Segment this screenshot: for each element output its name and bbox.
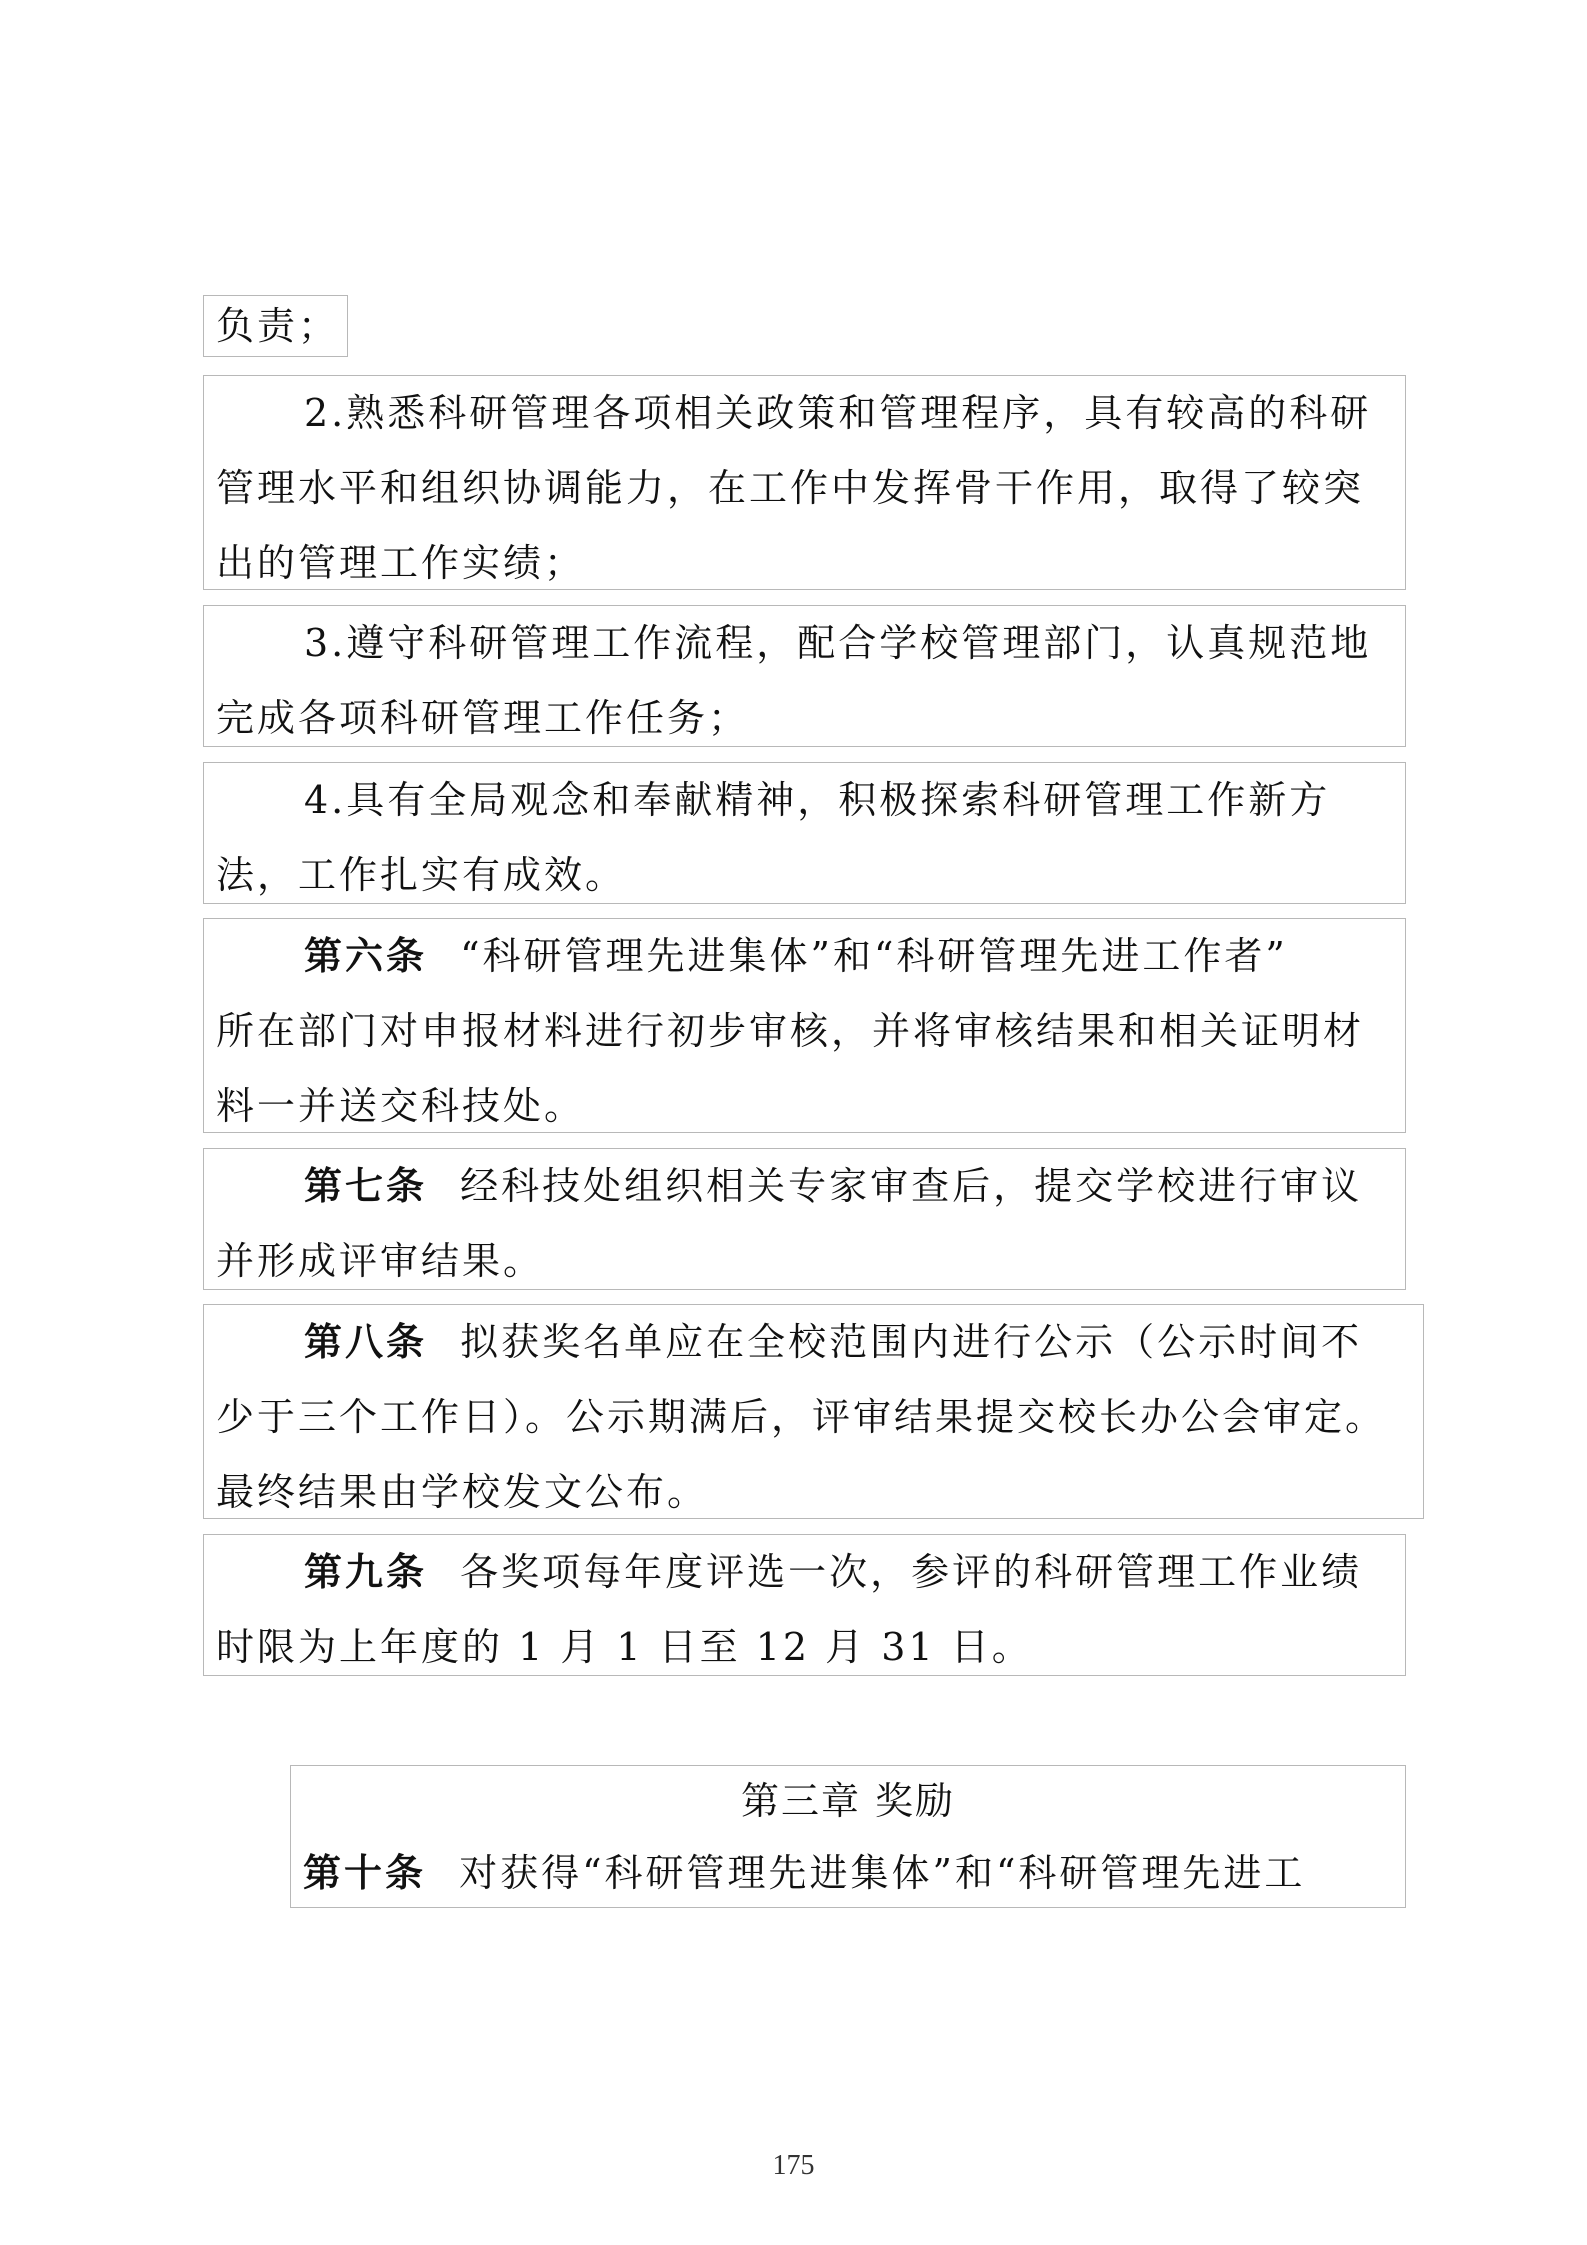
text-line: 料一并送交科技处。 — [216, 1084, 586, 1128]
text-line: 时限为上年度的 1 月 1 日至 12 月 31 日。 — [216, 1625, 1033, 1669]
article-text: “科研管理先进集体”和“科研管理先进工作者” — [460, 934, 1288, 978]
article-heading: 第九条 — [304, 1550, 428, 1594]
text-line: 所在部门对申报材料进行初步审核，并将审核结果和相关证明材 — [216, 1009, 1365, 1053]
article-heading: 第八条 — [304, 1320, 428, 1364]
text-line: 2.熟悉科研管理各项相关政策和管理程序，具有较高的科研 — [304, 391, 1372, 435]
chapter-title: 第三章 奖励 — [740, 1779, 956, 1823]
page-number: 175 — [772, 2150, 815, 2181]
text-line: 完成各项科研管理工作任务； — [216, 696, 750, 740]
text-line — [216, 919, 1405, 994]
text-line: 负责； — [216, 304, 340, 348]
article-9-block — [203, 1534, 1406, 1676]
text-line: 管理水平和组织协调能力，在工作中发挥骨干作用，取得了较突 — [216, 466, 1365, 510]
article-text: 经科技处组织相关专家审查后，提交学校进行审议 — [460, 1164, 1363, 1208]
chapter-3-block — [290, 1765, 1406, 1908]
text-line: 并形成评审结果。 — [216, 1239, 545, 1283]
text-line: 4.具有全局观念和奉献精神，积极探索科研管理工作新方 — [304, 778, 1331, 822]
text-line: 3.遵守科研管理工作流程，配合学校管理部门，认真规范地 — [304, 621, 1372, 665]
article-heading: 第七条 — [304, 1164, 428, 1208]
article-7-block — [203, 1148, 1406, 1290]
article-heading: 第十条 — [303, 1851, 427, 1895]
text-block-3 — [203, 605, 1406, 747]
text-line — [216, 1535, 1405, 1610]
text-line: 少于三个工作日）。公示期满后，评审结果提交校长办公会审定。 — [216, 1395, 1387, 1439]
text-line — [216, 1149, 1405, 1224]
article-heading: 第六条 — [304, 934, 428, 978]
article-text: 对获得“科研管理先进集体”和“科研管理先进工 — [459, 1851, 1306, 1895]
text-line — [291, 1836, 1405, 1908]
text-line: 出的管理工作实绩； — [216, 541, 586, 585]
article-text: 各奖项每年度评选一次，参评的科研管理工作业绩 — [460, 1550, 1363, 1594]
article-text: 拟获奖名单应在全校范围内进行公示（公示时间不 — [460, 1320, 1363, 1364]
text-block-1 — [203, 295, 348, 357]
text-line: 最终结果由学校发文公布。 — [216, 1470, 709, 1514]
article-6-block — [203, 918, 1406, 1133]
article-8-block — [203, 1304, 1424, 1519]
text-block-4 — [203, 762, 1406, 904]
text-line — [216, 1305, 1423, 1380]
text-block-2 — [203, 375, 1406, 590]
text-line: 法，工作扎实有成效。 — [216, 853, 627, 897]
